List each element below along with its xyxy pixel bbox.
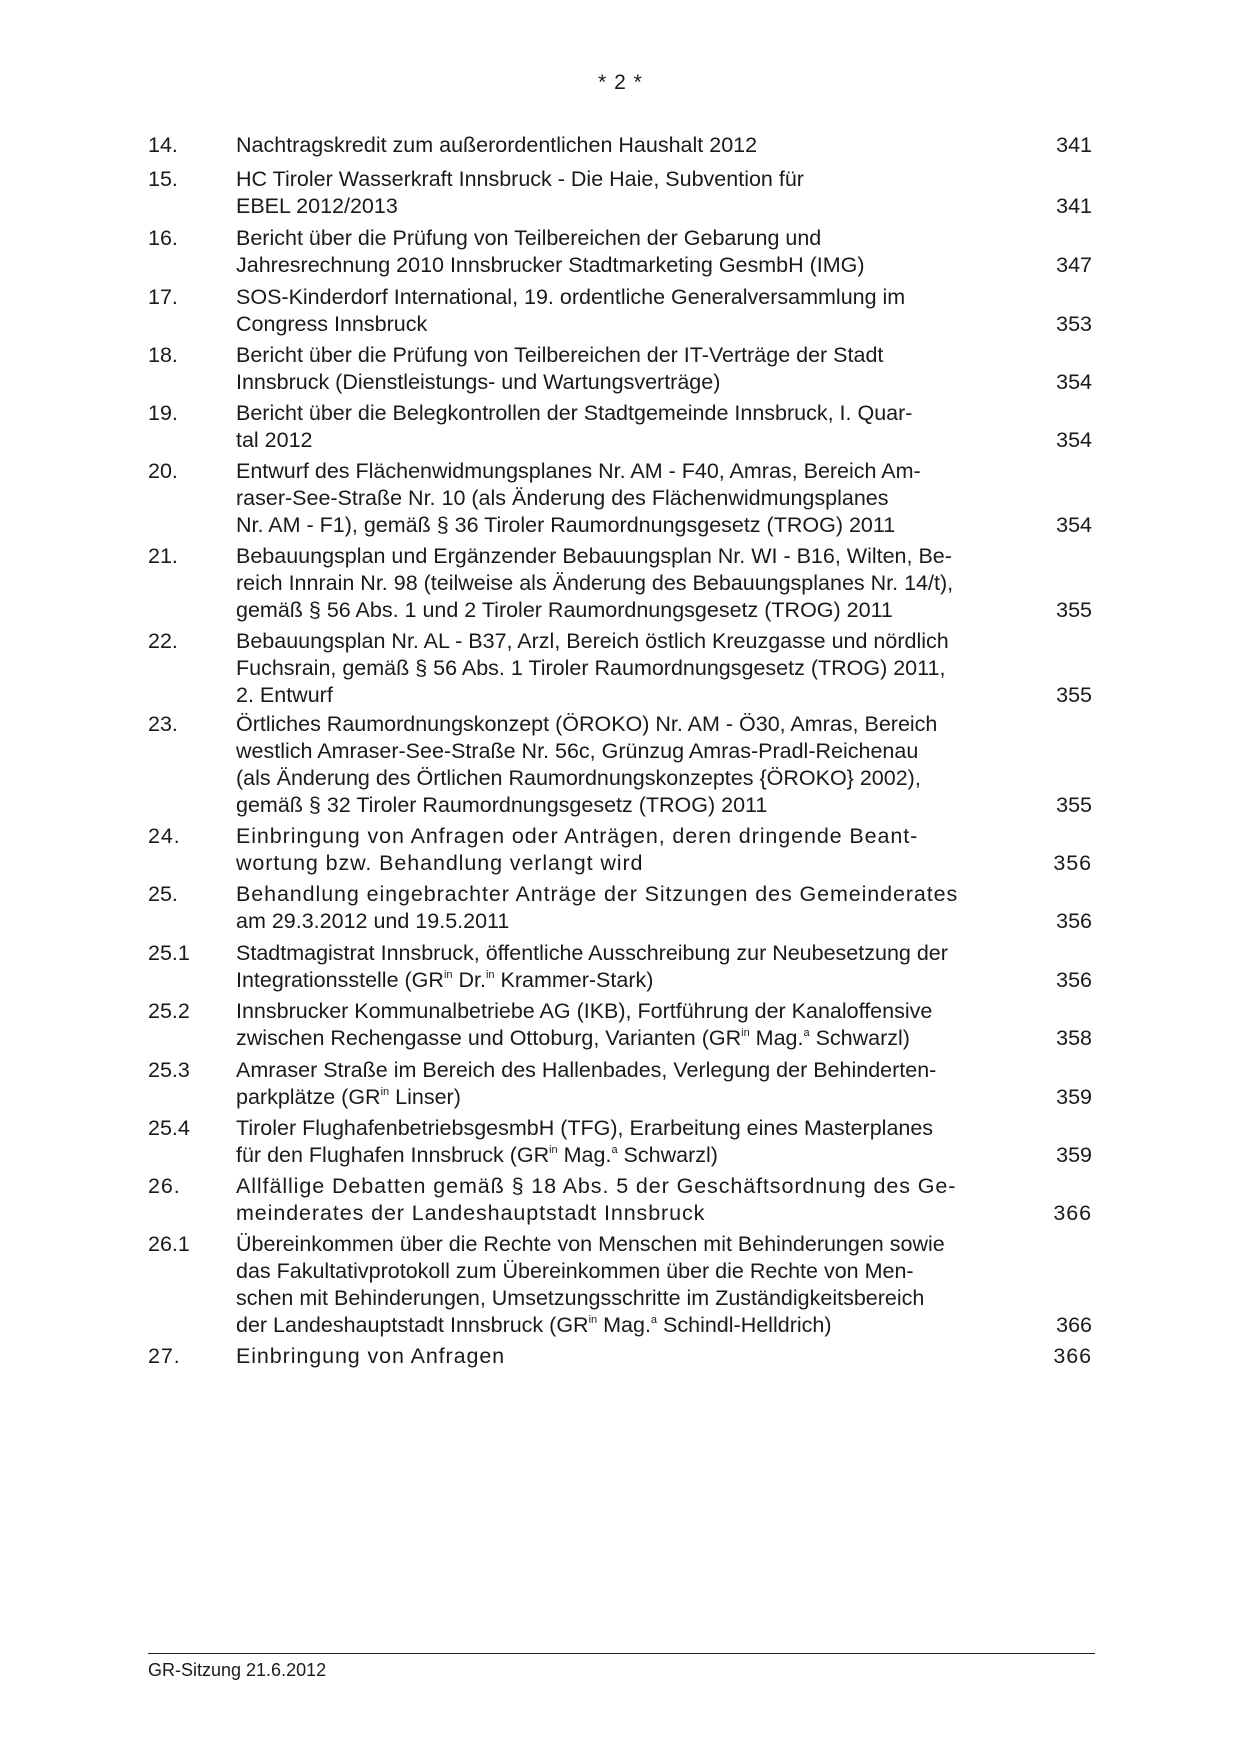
- entry-page: 356: [1056, 909, 1092, 933]
- entry-number: 26.: [148, 1174, 181, 1198]
- entry-page: 359: [1056, 1085, 1092, 1109]
- entry-number: 23.: [148, 712, 178, 736]
- footer-divider: [148, 1653, 1095, 1654]
- entry-number: 19.: [148, 401, 178, 425]
- entry-title: Allfällige Debatten gemäß § 18 Abs. 5 der Geschäftsordnung des Ge- meinderates der Landeshauptstadt Innsbruck: [236, 1174, 957, 1225]
- entry-number: 27.: [148, 1344, 181, 1368]
- entry-number: 25.: [148, 882, 178, 906]
- entry-page: 354: [1056, 370, 1092, 394]
- entry-page: 355: [1056, 793, 1092, 817]
- entry-page: 366: [1053, 1201, 1092, 1225]
- entry-page: 355: [1056, 683, 1092, 707]
- entry-title: Tiroler FlughafenbetriebsgesmbH (TFG), Erarbeitung eines Masterplanes für den Flughafen Innsbruck ($GR^{in}$ Mag.$^a$ Schwarzl): [236, 1116, 934, 1167]
- entry-title: HC Tiroler Wasserkraft Innsbruck - Die Haie, Subvention für EBEL 2012/2013: [236, 167, 804, 218]
- entry-number: 20.: [148, 459, 178, 483]
- entry-number: 21.: [148, 544, 178, 568]
- entry-number: 25.4: [148, 1116, 190, 1140]
- entry-title: Nachtragskredit zum außerordentlichen Haushalt 2012: [236, 133, 758, 157]
- entry-title: Behandlung eingebrachter Anträge der Sitzungen des Gemeinderates am 29.3.2012 und 19.5.2011: [236, 882, 959, 933]
- entry-number: 22.: [148, 629, 178, 653]
- entry-number: 24.: [148, 824, 181, 848]
- page-number: * 2 *: [598, 71, 643, 94]
- entry-number: 25.1: [148, 941, 190, 965]
- entry-title: Bericht über die Prüfung von Teilbereichen der IT-Verträge der Stadt Innsbruck (Dienstleistungs- und Wartungsverträge): [236, 343, 884, 394]
- entry-title: Bericht über die Prüfung von Teilbereichen der Gebarung und Jahresrechnung 2010 Innsbrucker Stadtmarketing GesmbH (IMG): [236, 226, 865, 277]
- entry-title: Bebauungsplan Nr. AL - B37, Arzl, Bereich östlich Kreuzgasse und nördlich Fuchsrain, gemäß § 56 Abs. 1 Tiroler Raumordnungsgesetz (TROG) 2011, 2. Entwurf: [236, 629, 949, 707]
- entry-page: 341: [1056, 133, 1092, 157]
- entry-title: Einbringung von Anfragen: [236, 1344, 506, 1368]
- entry-number: 15.: [148, 167, 178, 191]
- entry-page: 359: [1056, 1143, 1092, 1167]
- entry-page: 341: [1056, 194, 1092, 218]
- entry-number: 26.1: [148, 1232, 190, 1256]
- entry-page: 366: [1056, 1313, 1092, 1337]
- entry-page: 353: [1056, 312, 1092, 336]
- entry-title: Innsbrucker Kommunalbetriebe AG (IKB), Fortführung der Kanaloffensive zwischen Rechengasse und Ottoburg, Varianten ($GR^{in}$ Mag.$^a$ Schwarzl): [236, 999, 933, 1050]
- entry-title: SOS-Kinderdorf International, 19. ordentliche Generalversammlung im Congress Innsbruck: [236, 285, 906, 336]
- entry-page: 347: [1056, 253, 1092, 277]
- entry-title: Bericht über die Belegkontrollen der Stadtgemeinde Innsbruck, I. Quar- tal 2012: [236, 401, 913, 452]
- entry-title: Einbringung von Anfragen oder Anträgen, deren dringende Beant- wortung bzw. Behandlung verlangt wird: [236, 824, 919, 875]
- entry-page: 366: [1053, 1344, 1092, 1368]
- entry-page: 356: [1053, 851, 1092, 875]
- entry-title: Stadtmagistrat Innsbruck, öffentliche Ausschreibung zur Neubesetzung der Integrationsstelle ($GR^{in}$ Dr.$^{in}$ Krammer-Stark): [236, 941, 948, 992]
- entry-page: 354: [1056, 513, 1092, 537]
- entry-page: 355: [1056, 598, 1092, 622]
- entry-page: 354: [1056, 428, 1092, 452]
- entry-title: Bebauungsplan und Ergänzender Bebauungsplan Nr. WI - B16, Wilten, Be- reich Innrain Nr. 98 (teilweise als Änderung des Bebauungsplanes Nr. 14/t), gemäß § 56 Abs. 1 und 2 Tiroler Raumordnungsgesetz (TROG) 2011: [236, 544, 954, 622]
- entry-number: 18.: [148, 343, 178, 367]
- entry-number: 14.: [148, 133, 178, 157]
- entry-number: 17.: [148, 285, 178, 309]
- entry-number: 25.2: [148, 999, 190, 1023]
- entry-title: Amraser Straße im Bereich des Hallenbades, Verlegung der Behinderten- parkplätze ($GR^{in}$ Linser): [236, 1058, 937, 1109]
- entry-title: Übereinkommen über die Rechte von Menschen mit Behinderungen sowie das Fakultativprotokoll zum Übereinkommen über die Rechte von Men- schen mit Behinderungen, Umsetzungsschritte im Zuständigkeitsbereich der Landeshauptstadt Innsbruck ($GR^{in}$ Mag.$^a$ Schindl-Helldrich): [236, 1232, 945, 1337]
- footer-text: GR-Sitzung 21.6.2012: [148, 1660, 327, 1680]
- entry-page: 358: [1056, 1026, 1092, 1050]
- entry-title: Örtliches Raumordnungskonzept (ÖROKO) Nr. AM - Ö30, Amras, Bereich westlich Amraser-See-Straße Nr. 56c, Grünzug Amras-Pradl-Reichenau (als Änderung des Örtlichen Raumordnungskonzeptes {ÖROKO} 2002), gemäß § 32 Tiroler Raumordnungsgesetz (TROG) 2011: [236, 712, 938, 817]
- entry-page: 356: [1056, 968, 1092, 992]
- entry-number: 16.: [148, 226, 178, 250]
- entry-number: 25.3: [148, 1058, 190, 1082]
- entry-title: Entwurf des Flächenwidmungsplanes Nr. AM - F40, Amras, Bereich Am- raser-See-Straße Nr. 10 (als Änderung des Flächenwidmungsplanes Nr. AM - F1), gemäß § 36 Tiroler Raumordnungsgesetz (TROG) 2011: [236, 459, 921, 537]
